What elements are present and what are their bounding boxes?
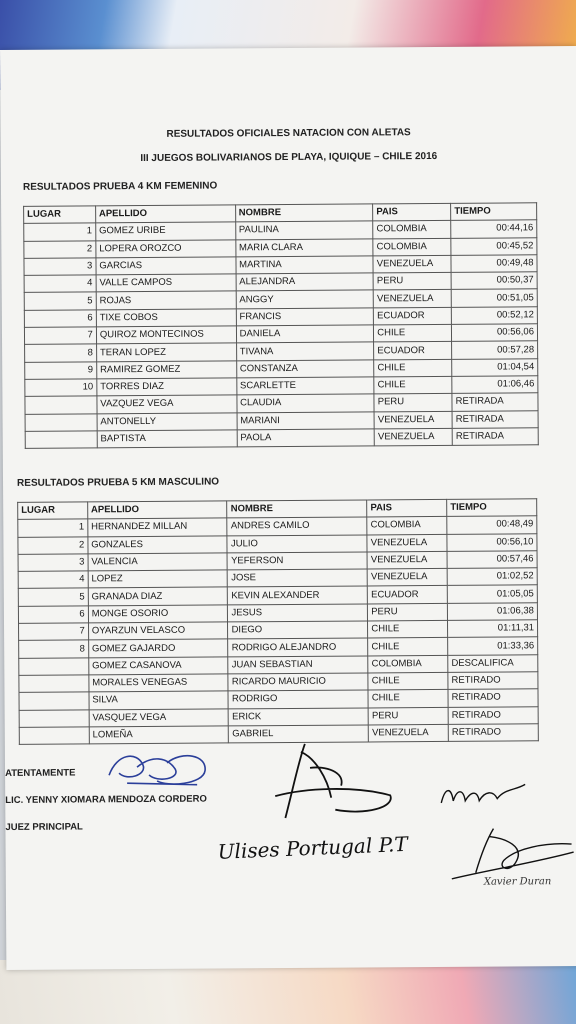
women-results-table [23, 202, 539, 449]
cell-country: ECUADOR [374, 342, 452, 360]
cell-place: 8 [25, 344, 97, 362]
document-title: RESULTADOS OFICIALES NATACION CON ALETAS [166, 127, 411, 140]
cell-time: 01:05,05 [447, 585, 537, 603]
cell-first-name: JUAN SEBASTIAN [228, 656, 368, 674]
cell-country: CHILE [368, 690, 448, 708]
column-header-place: LUGAR [24, 206, 96, 224]
cell-first-name: GABRIEL [229, 725, 369, 743]
cell-last-name: VASQUEZ VEGA [89, 708, 229, 726]
cell-time: 00:44,16 [451, 220, 537, 238]
cell-country: VENEZUELA [367, 569, 447, 587]
cell-place [19, 658, 89, 676]
cell-last-name: OYARZUN VELASCO [88, 622, 228, 640]
cell-first-name: RODRIGO ALEJANDRO [228, 638, 368, 656]
cell-first-name: JULIO [227, 535, 367, 553]
cell-first-name: PAOLA [237, 429, 375, 447]
cell-time: RETIRADA [452, 410, 538, 428]
closing-text: ATENTAMENTE [5, 767, 76, 779]
cell-first-name: FRANCIS [236, 308, 374, 326]
column-header-time: TIEMPO [451, 203, 537, 221]
cell-country: CHILE [368, 620, 448, 638]
handwritten-signature-small [435, 776, 535, 813]
column-header-last-name: APELLIDO [87, 501, 227, 519]
men-results-table [17, 498, 539, 745]
cell-last-name: GONZALES [88, 536, 228, 554]
cell-time: RETIRADO [448, 724, 538, 742]
cell-time: 00:50,37 [451, 272, 537, 290]
cell-place: 3 [24, 258, 96, 276]
cell-first-name: ALEJANDRA [236, 273, 374, 291]
cell-place: 7 [19, 623, 89, 641]
judge-signature [97, 745, 217, 796]
cell-time: DESCALIFICA [448, 654, 538, 672]
cell-country: PERU [368, 707, 448, 725]
cell-last-name: LOMEÑA [89, 726, 229, 744]
cell-place: 10 [25, 379, 97, 397]
cell-last-name: HERNANDEZ MILLAN [88, 518, 228, 536]
cell-country: ECUADOR [374, 307, 452, 325]
table-row [25, 428, 538, 449]
cell-time: 00:56,06 [452, 324, 538, 342]
cell-country: VENEZUELA [367, 534, 447, 552]
cell-country: PERU [373, 273, 451, 291]
men-table-body [18, 516, 539, 744]
cell-time: 01:33,36 [448, 637, 538, 655]
women-table-body [24, 220, 539, 448]
cell-last-name: TIXE COBOS [96, 309, 236, 327]
cell-country: CHILE [374, 376, 452, 394]
cell-first-name: MARIA CLARA [235, 239, 373, 257]
cell-last-name: ROJAS [96, 291, 236, 309]
cell-place [25, 413, 97, 431]
cell-place: 5 [18, 588, 88, 606]
cell-time: RETIRADA [452, 428, 538, 446]
cell-last-name: MORALES VENEGAS [89, 674, 229, 692]
cell-time: 00:48,49 [447, 516, 537, 534]
cell-place [19, 692, 89, 710]
cell-last-name: VALENCIA [88, 553, 228, 571]
cell-first-name: ANGGY [236, 290, 374, 308]
cell-first-name: ERICK [229, 708, 369, 726]
cell-last-name: GARCIAS [96, 257, 236, 275]
cell-time: 00:52,12 [451, 307, 537, 325]
cell-last-name: TORRES DIAZ [97, 378, 237, 396]
cell-country: CHILE [368, 672, 448, 690]
cell-last-name: SILVA [89, 691, 229, 709]
cell-first-name: JOSE [228, 569, 368, 587]
cell-place: 5 [24, 292, 96, 310]
cell-first-name: DIEGO [228, 621, 368, 639]
cell-time: 01:11,31 [448, 620, 538, 638]
cell-place: 2 [18, 537, 88, 555]
cell-first-name: RICARDO MAURICIO [228, 673, 368, 691]
results-sheet [0, 46, 576, 970]
cell-last-name: MONGE OSORIO [88, 605, 228, 623]
cell-first-name: KEVIN ALEXANDER [228, 586, 368, 604]
cell-first-name: TIVANA [236, 342, 374, 360]
cell-first-name: SCARLETTE [236, 377, 374, 395]
cell-country: VENEZUELA [373, 290, 451, 308]
document-subtitle: III JUEGOS BOLIVARIANOS DE PLAYA, IQUIQUE – CHILE 2016 [140, 150, 438, 165]
cell-time: RETIRADO [448, 706, 538, 724]
cell-place: 1 [18, 519, 88, 537]
cell-place [25, 396, 97, 414]
cell-first-name: MARIANI [237, 411, 375, 429]
handwritten-signature-large [215, 737, 406, 828]
women-section-heading: RESULTADOS PRUEBA 4 KM FEMENINO [22, 180, 218, 193]
cell-country: ECUADOR [368, 586, 448, 604]
cell-country: COLOMBIA [373, 238, 451, 256]
column-header-first-name: NOMBRE [235, 204, 373, 222]
cell-place: 9 [25, 362, 97, 380]
cell-last-name: GRANADA DIAZ [88, 587, 228, 605]
background-bottom [0, 960, 576, 1024]
cell-first-name: YEFERSON [228, 552, 368, 570]
cell-country: COLOMBIA [368, 655, 448, 673]
cell-place: 8 [19, 640, 89, 658]
cell-last-name: ANTONELLY [97, 412, 237, 430]
signer-role: JUEZ PRINCIPAL [5, 821, 83, 833]
cell-first-name: RODRIGO [228, 690, 368, 708]
cell-place: 1 [24, 223, 96, 241]
cell-time: RETIRADA [452, 393, 538, 411]
cell-country: COLOMBIA [367, 517, 447, 535]
cell-last-name: GOMEZ GAJARDO [88, 639, 228, 657]
cell-country: VENEZUELA [374, 411, 452, 429]
cell-country: VENEZUELA [368, 724, 448, 742]
cell-place [25, 431, 97, 449]
cell-place [19, 675, 89, 693]
cell-time: 01:06,46 [452, 376, 538, 394]
cell-place [19, 709, 89, 727]
cell-first-name: CLAUDIA [237, 394, 375, 412]
cell-place: 6 [24, 310, 96, 328]
cell-last-name: TERAN LOPEZ [96, 343, 236, 361]
cell-time: 00:45,52 [451, 237, 537, 255]
cell-country: PERU [374, 394, 452, 412]
men-section-heading: RESULTADOS PRUEBA 5 KM MASCULINO [16, 476, 220, 489]
cell-last-name: RAMIREZ GOMEZ [96, 361, 236, 379]
cell-country: CHILE [368, 638, 448, 656]
cell-first-name: DANIELA [236, 325, 374, 343]
cell-country: COLOMBIA [373, 221, 451, 239]
column-header-last-name: APELLIDO [95, 205, 235, 223]
cell-time: 01:02,52 [447, 568, 537, 586]
cell-place: 4 [24, 275, 96, 293]
cell-time: 00:57,28 [452, 341, 538, 359]
cell-country: VENEZUELA [374, 428, 452, 446]
cell-time: 00:56,10 [447, 533, 537, 551]
cell-place: 7 [24, 327, 96, 345]
cell-last-name: VAZQUEZ VEGA [97, 395, 237, 413]
column-header-country: PAIS [373, 203, 451, 221]
cell-last-name: QUIROZ MONTECINOS [96, 326, 236, 344]
cell-last-name: LOPEZ [88, 570, 228, 588]
cell-country: VENEZUELA [367, 551, 447, 569]
cell-place: 3 [18, 554, 88, 572]
cell-time: RETIRADO [448, 672, 538, 690]
column-header-country: PAIS [367, 499, 447, 517]
column-header-first-name: NOMBRE [227, 500, 367, 518]
cell-first-name: PAULINA [235, 221, 373, 239]
handwritten-note: Xavier Duran [483, 876, 552, 888]
cell-first-name: ANDRES CAMILO [227, 517, 367, 535]
cell-last-name: GOMEZ URIBE [96, 222, 236, 240]
cell-country: PERU [368, 603, 448, 621]
handwritten-name: Ulises Portugal P.T [217, 831, 409, 864]
cell-time: RETIRADO [448, 689, 538, 707]
cell-place [19, 727, 89, 745]
column-header-time: TIEMPO [447, 499, 537, 517]
cell-time: 00:57,46 [447, 551, 537, 569]
cell-country: CHILE [374, 359, 452, 377]
cell-place: 4 [18, 571, 88, 589]
cell-country: VENEZUELA [373, 255, 451, 273]
cell-time: 01:04,54 [452, 358, 538, 376]
cell-first-name: CONSTANZA [236, 360, 374, 378]
cell-last-name: VALLE CAMPOS [96, 274, 236, 292]
cell-country: CHILE [374, 324, 452, 342]
cell-first-name: MARTINA [236, 256, 374, 274]
cell-first-name: JESUS [228, 604, 368, 622]
cell-time: 01:06,38 [448, 603, 538, 621]
cell-last-name: LOPERA OROZCO [96, 239, 236, 257]
cell-last-name: BAPTISTA [97, 430, 237, 448]
cell-place: 6 [18, 606, 88, 624]
column-header-place: LUGAR [18, 502, 88, 520]
cell-place: 2 [24, 240, 96, 258]
cell-last-name: GOMEZ CASANOVA [89, 657, 229, 675]
cell-time: 00:49,48 [451, 255, 537, 273]
cell-time: 00:51,05 [451, 289, 537, 307]
signer-name: LIC. YENNY XIOMARA MENDOZA CORDERO [5, 793, 207, 806]
